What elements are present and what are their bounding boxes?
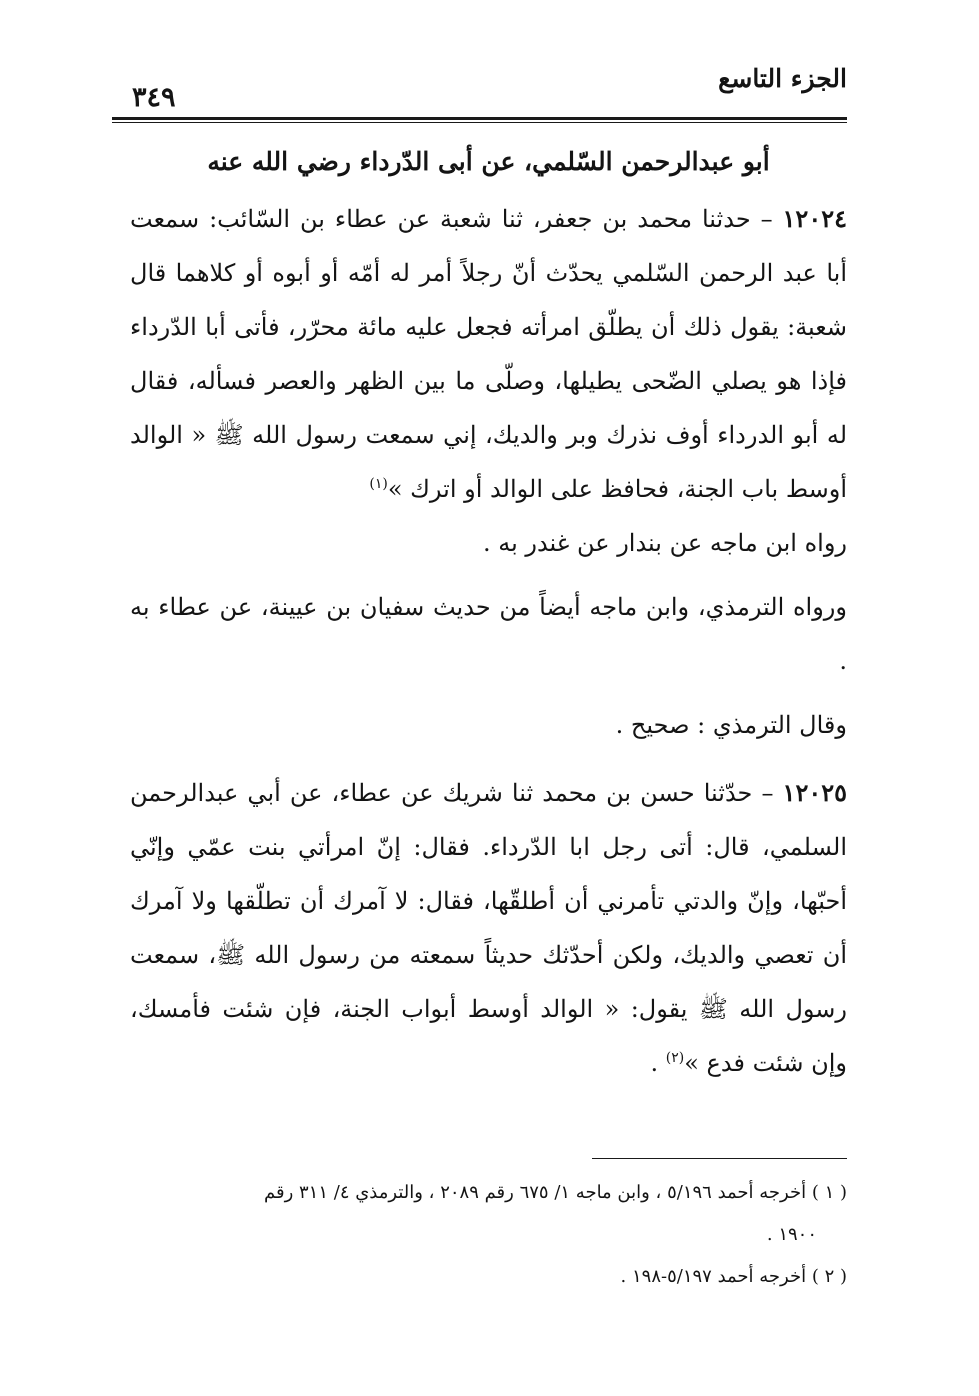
chapter-heading: أبو عبدالرحمن السّلمي، عن أبى الدّرداء رضي الله عنه — [207, 147, 770, 176]
header-rule-thick — [112, 117, 847, 120]
hadith-number: ١٢٠٢٤ — [782, 204, 847, 233]
hadith-number: ١٢٠٢٥ — [782, 778, 847, 807]
footnote-1-line-2: ١٩٠٠ . — [766, 1224, 817, 1245]
page-number: ٣٤٩ — [132, 82, 176, 113]
grading-note: وقال الترمذي : صحيح . — [615, 711, 847, 739]
main-text — [130, 140, 847, 1090]
hadith-text: – حدّثنا حسن بن محمد ثنا شريك عن عطاء، عن أبي عبدالرحمن السلمي، قال: أتى رجل ابا الدّرداء. فقال: إنّ امرأتي بنت عمّي وإنّي أحبّها، وإنّ والدتي تأمرني أن أطلقّها، فقال: لا آمرك أن تطلّقها ولا آمرك أن تعصي والديك، ولكن أحدّثك حديثاً سمعته من رسول الله ﷺ، سمعت رسول الله ﷺ يقول: « الوالد أوسط أبواب الجنة، فإن شئت فأمسك، وإن شئت فدع » — [130, 779, 847, 1077]
hadith-text: – حدثنا محمد بن جعفر، ثنا شعبة عن عطاء بن السّائب: سمعت أبا عبد الرحمن السّلمي يحدّث أنّ رجلاً أمر له أمّه أو أبوه أو كلاهما قال شعبة: يقول ذلك أن يطلّق امرأته فجعل عليه مائة محرّر، فأتى أبا الدّرداء فإذا هو يصلي الضّحى يطيلها، وصلّى ما بين الظهر والعصر فسأله، فقال له أبو الدرداء أوف نذرك وبر والديك، إني سمعت رسول الله ﷺ « الوالد أوسط باب الجنة، فحافظ على الوالد أو اترك » — [130, 205, 848, 503]
footnote-1-line-1: ( ١ ) أخرجه أحمد ٥/١٩٦ ، وابن ماجه ١/ ٦٧٥ رقم ٢٠٨٩ ، والترمذي ٤/ ٣١١ رقم — [264, 1182, 847, 1203]
hadith-paragraph-12025 — [130, 766, 847, 1090]
also-narrated-note: ورواه الترمذي، وابن ماجه أيضاً من حديث سفيان بن عيينة، عن عطاء به . — [130, 593, 847, 675]
source-note: رواه ابن ماجه عن بندار عن غندر به . — [482, 529, 847, 557]
footnote-2: ( ٢ ) أخرجه أحمد ٥/١٩٧-١٩٨ . — [620, 1266, 847, 1287]
footnote-reference: (١) — [369, 476, 388, 492]
running-header — [112, 58, 847, 118]
sentence-end: . — [650, 1049, 666, 1077]
hadith-paragraph-12024 — [130, 192, 847, 516]
header-rule-thin — [112, 122, 847, 123]
part-title: الجزء التاسع — [718, 64, 847, 93]
footnote-separator — [592, 1158, 847, 1159]
footnotes — [130, 1172, 847, 1298]
footnote-reference: (٢) — [665, 1050, 685, 1066]
